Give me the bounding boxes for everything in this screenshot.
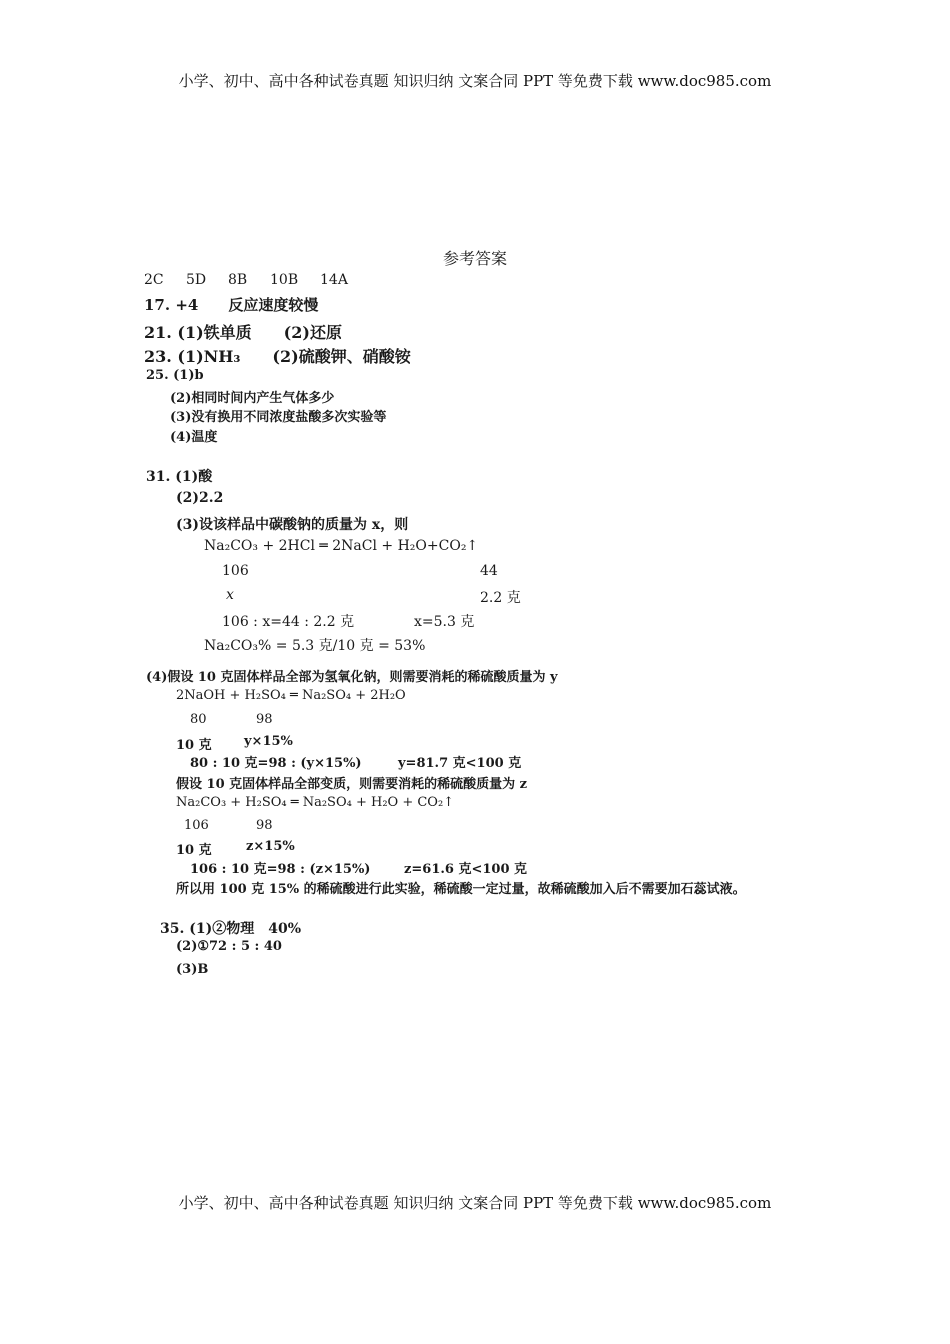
answer-31-line: (2)2.2 [176, 490, 224, 506]
equation: Na₂CO₃ + 2HCl ═ 2NaCl + H₂O+CO₂↑ [204, 538, 479, 554]
conclusion-line: 所以用 100 克 15% 的稀硫酸进行此实验，稀硫酸一定过量，故稀硫酸加入后不需要加石蕊试液。 [176, 882, 746, 897]
equation: 2NaOH + H₂SO₄ ═ Na₂SO₄ + 2H₂O [176, 688, 406, 703]
answer-35-line: (3)B [176, 962, 209, 977]
page-footer: 小学、初中、高中各种试卷真题 知识归纳 文案合同 PPT 等免费下载 www.doc985.com [178, 1194, 772, 1212]
equation: Na₂CO₃ + H₂SO₄ ═ Na₂SO₄ + H₂O + CO₂↑ [176, 795, 455, 810]
answer-25-line: (4)温度 [170, 430, 218, 445]
choice-answer: 5D [186, 272, 207, 288]
percentage-line: Na₂CO₃% = 5.3 克/10 克 = 53% [204, 638, 426, 654]
mass-value: 10 克 [176, 843, 212, 858]
choice-answer: 10B [270, 272, 299, 288]
answer-35-line: (2)①72 : 5 : 40 [176, 939, 282, 954]
mass-value: 106 [222, 563, 249, 579]
answer-17: 17. +4 反应速度较慢 [144, 296, 319, 314]
mass-value: 44 [480, 563, 498, 579]
assumption-line: (4)假设 10 克固体样品全部为氢氧化钠，则需要消耗的稀硫酸质量为 y [146, 670, 558, 685]
ratio-line: 106 : 10 克=98 : (z×15%) [190, 862, 371, 877]
mass-value: 98 [256, 818, 273, 833]
result: x=5.3 克 [414, 614, 475, 630]
assumption-line: 假设 10 克固体样品全部变质，则需要消耗的稀硫酸质量为 z [176, 777, 528, 792]
ratio-line: 80 : 10 克=98 : (y×15%) [190, 756, 362, 771]
answer-35-line: 35. (1)②物理 40% [160, 921, 302, 937]
answer-25-line: (2)相同时间内产生气体多少 [170, 391, 335, 406]
page-title: 参考答案 [442, 249, 507, 268]
answer-31-line: 31. (1)酸 [146, 469, 213, 485]
variable: x [226, 587, 234, 603]
variable-expr: z×15% [246, 839, 295, 854]
mass-value: 98 [256, 712, 273, 727]
answer-23: 23. (1)NH₃ (2)硫酸钾、硝酸铵 [144, 347, 411, 366]
mass-value: 10 克 [176, 738, 212, 753]
choice-answer: 14A [320, 272, 348, 288]
variable-expr: y×15% [244, 734, 293, 749]
mass-value: 2.2 克 [480, 590, 521, 606]
answer-21: 21. (1)铁单质 (2)还原 [144, 323, 342, 342]
mass-value: 80 [190, 712, 207, 727]
choice-answer: 2C [144, 272, 164, 288]
page-header: 小学、初中、高中各种试卷真题 知识归纳 文案合同 PPT 等免费下载 www.doc985.com [178, 72, 772, 90]
choice-answer: 8B [228, 272, 248, 288]
ratio-line: 106 : x=44 : 2.2 克 [222, 614, 355, 630]
result: z=61.6 克<100 克 [404, 862, 528, 877]
result: y=81.7 克<100 克 [398, 756, 522, 771]
answer-31-line: (3)设该样品中碳酸钠的质量为 x，则 [176, 517, 409, 533]
answer-25-line: 25. (1)b [146, 368, 204, 383]
mass-value: 106 [184, 818, 209, 833]
answer-25-line: (3)没有换用不同浓度盐酸多次实验等 [170, 410, 387, 425]
